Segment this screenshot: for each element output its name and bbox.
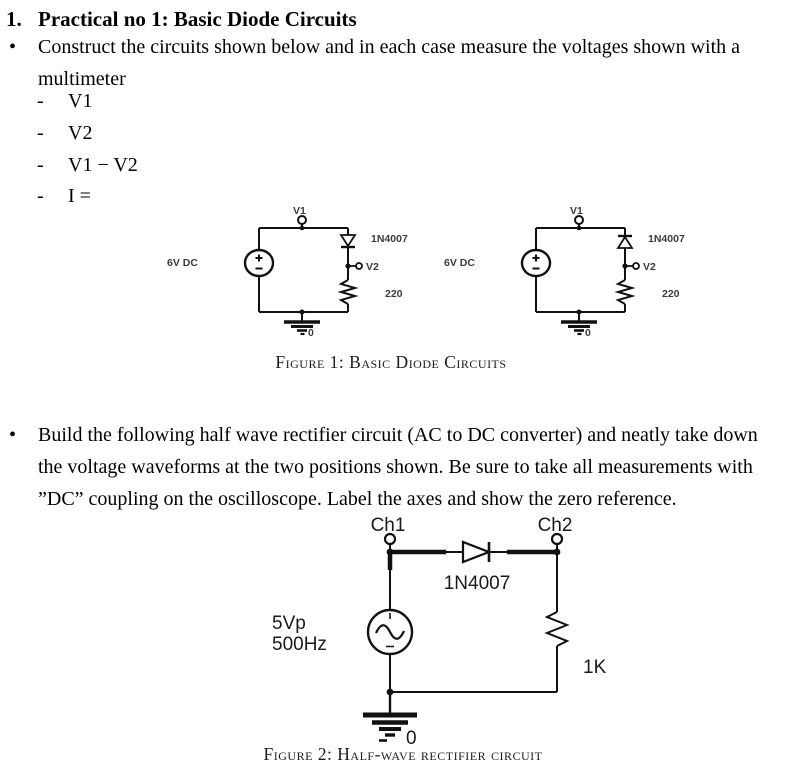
paragraph-line: ”DC” coupling on the oscilloscope. Label the axes and show the zero reference. bbox=[38, 488, 677, 510]
heading-number: 1. bbox=[6, 7, 22, 31]
bullet-marker: • bbox=[9, 424, 17, 446]
source-voltage-label: 6V DC bbox=[444, 257, 475, 269]
resistor-value-label: 220 bbox=[385, 288, 403, 300]
resistor-icon bbox=[618, 280, 632, 304]
paragraph-line: the voltage waveforms at the two positions shown. Be sure to take all measurements with bbox=[38, 456, 753, 478]
ground-icon bbox=[284, 310, 320, 335]
page-title: Practical no 1: Basic Diode Circuits bbox=[38, 7, 357, 31]
v2-label: V2 bbox=[366, 261, 379, 273]
circuit-reversed-diode bbox=[444, 205, 685, 339]
circuit-forward-diode bbox=[167, 205, 408, 339]
source-voltage-label: 6V DC bbox=[167, 257, 198, 269]
half-wave-rectifier-circuit bbox=[272, 515, 607, 747]
v2-terminal bbox=[622, 263, 639, 269]
list-item-dash: - bbox=[37, 185, 44, 207]
figure2-circuit-diagram bbox=[230, 505, 650, 747]
ch2-terminal bbox=[552, 534, 562, 552]
ch1-terminal bbox=[385, 534, 395, 552]
diode-part-label: 1N4007 bbox=[371, 233, 408, 245]
figure1-circuit-diagram bbox=[150, 195, 806, 347]
resistor-value-label: 1K bbox=[583, 657, 607, 678]
list-item-v1: V1 bbox=[68, 90, 93, 112]
diode-icon bbox=[341, 235, 355, 247]
paragraph-line: Construct the circuits shown below and in each case measure the voltages shown with a bbox=[38, 36, 741, 58]
paragraph-line: Build the following half wave rectifier circuit (AC to DC converter) and neatly take down bbox=[38, 424, 758, 446]
list-item-dash: - bbox=[37, 90, 44, 112]
source-frequency-label: 500Hz bbox=[272, 634, 327, 655]
paragraph-line: multimeter bbox=[38, 68, 126, 90]
figure2-caption: Figure 2: Half-wave rectifier circuit bbox=[263, 744, 543, 764]
ground-node-label: 0 bbox=[308, 327, 314, 339]
ac-source-icon bbox=[368, 610, 412, 654]
resistor-icon bbox=[341, 280, 355, 304]
diode-reversed-icon bbox=[618, 236, 632, 248]
ch2-label: Ch2 bbox=[537, 515, 573, 536]
v1-label: V1 bbox=[293, 205, 306, 217]
list-item-v1-minus-v2: V1 − V2 bbox=[68, 154, 138, 176]
v2-label: V2 bbox=[643, 261, 656, 273]
ch1-label: Ch1 bbox=[370, 515, 406, 536]
dc-source-icon bbox=[245, 250, 273, 276]
wires bbox=[536, 228, 625, 312]
ground-node-label: 0 bbox=[585, 327, 591, 339]
dc-source-icon bbox=[522, 250, 550, 276]
v2-terminal bbox=[345, 263, 362, 269]
wires bbox=[259, 228, 348, 312]
diode-part-label: 1N4007 bbox=[648, 233, 685, 245]
ground-node-label: 0 bbox=[406, 728, 417, 747]
v1-label: V1 bbox=[570, 205, 583, 217]
figure1-caption: Figure 1: Basic Diode Circuits bbox=[275, 352, 507, 372]
list-item-dash: - bbox=[37, 154, 44, 176]
source-amplitude-label: 5Vp bbox=[272, 613, 306, 634]
diode-part-label: 1N4007 bbox=[443, 573, 511, 594]
ground-icon bbox=[561, 310, 597, 335]
resistor-value-label: 220 bbox=[662, 288, 680, 300]
list-item-v2: V2 bbox=[68, 122, 93, 144]
resistor-icon bbox=[547, 612, 567, 646]
list-item-current: I = bbox=[68, 185, 91, 207]
diode-icon bbox=[463, 542, 489, 562]
list-item-dash: - bbox=[37, 122, 44, 144]
bullet-marker: • bbox=[9, 36, 17, 58]
